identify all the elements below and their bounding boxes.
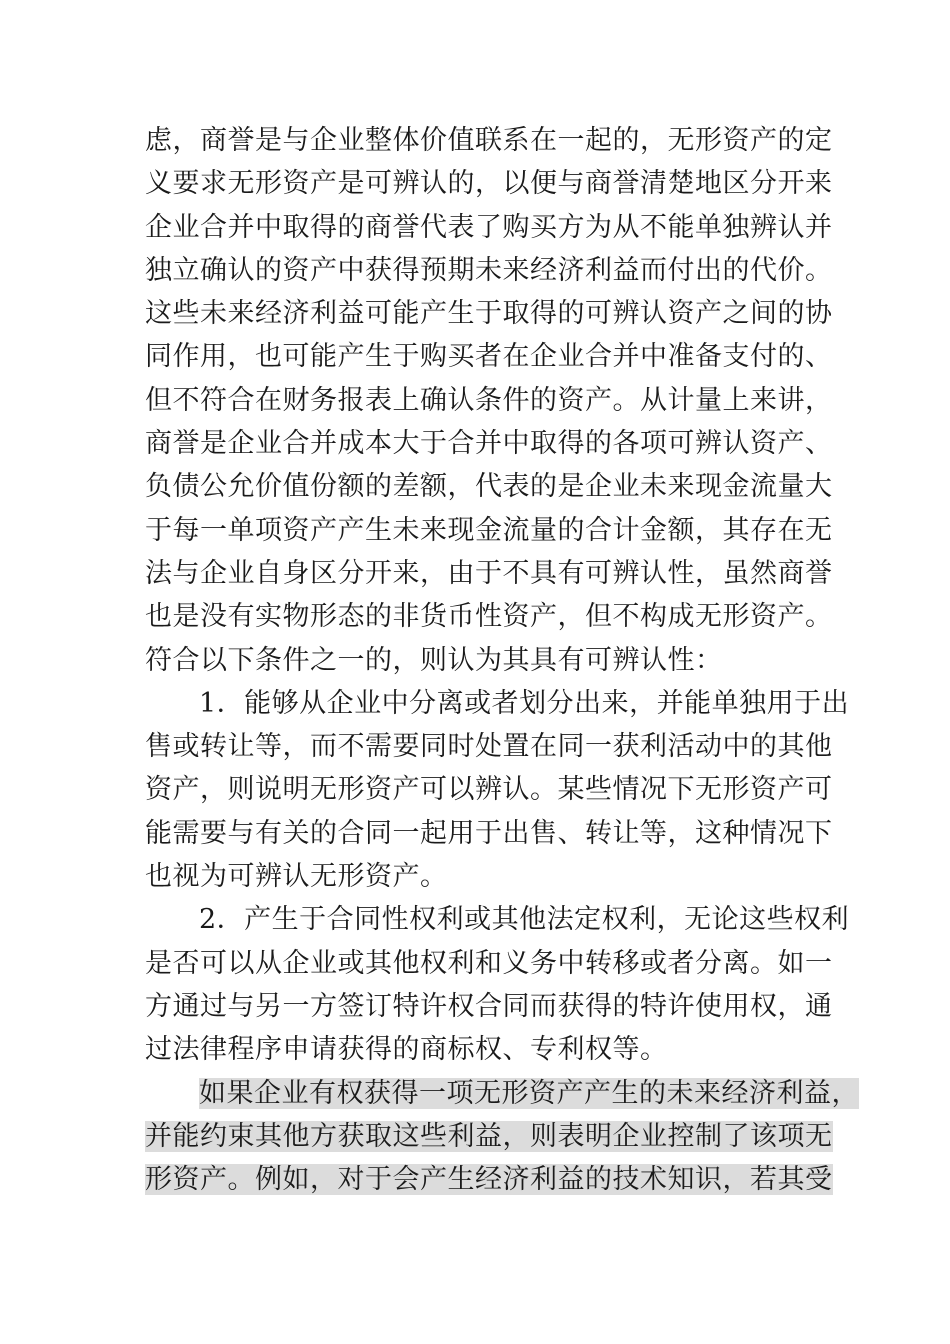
text-line: 是否可以从企业或其他权利和义务中转移或者分离。如一: [145, 947, 833, 979]
text-line: 虑，商誉是与企业整体价值联系在一起的，无形资产的定: [145, 125, 833, 156]
text-line: 过法律程序申请获得的商标权、专利权等。: [145, 1034, 668, 1066]
list-item-1-start: 1．能够从企业中分离或者划分出来，并能单独用于出: [199, 687, 850, 719]
text-line: 负债公允价值份额的差额，代表的是企业未来现金流量大: [145, 471, 833, 503]
list-item-2-start: 2．产生于合同性权利或其他法定权利，无论这些权利: [199, 904, 850, 936]
text-line: 义要求无形资产是可辨认的，以便与商誉清楚地区分开来: [145, 168, 833, 200]
highlighted-paragraph-start: [145, 1072, 859, 1115]
text-line: 也视为可辨认无形资产。: [145, 861, 448, 893]
highlighted-text: 形资产。例如，对于会产生经济利益的技术知识，若其受: [145, 1164, 833, 1196]
text-line: 但不符合在财务报表上确认条件的资产。从计量上来讲，: [145, 384, 833, 416]
highlighted-line: [145, 1158, 835, 1201]
text-line: 法与企业自身区分开来，由于不具有可辨认性，虽然商誉: [145, 557, 833, 589]
text-line: 商誉是企业合并成本大于合并中取得的各项可辨认资产、: [145, 428, 833, 460]
text-line: 能需要与有关的合同一起用于出售、转让等，这种情况下: [145, 817, 833, 849]
text-line: 也是没有实物形态的非货币性资产，但不构成无形资产。: [145, 601, 833, 633]
highlighted-text: 并能约束其他方获取这些利益，则表明企业控制了该项无: [145, 1120, 833, 1152]
highlighted-text: 如果企业有权获得一项无形资产产生的未来经济利益，: [199, 1077, 859, 1109]
text-line: 企业合并中取得的商誉代表了购买方为从不能单独辨认并: [145, 211, 833, 243]
text-line: 独立确认的资产中获得预期未来经济利益而付出的代价。: [145, 254, 833, 286]
text-line: 资产，则说明无形资产可以辨认。某些情况下无形资产可: [145, 774, 833, 806]
text-line: 于每一单项资产产生未来现金流量的合计金额，其存在无: [145, 514, 833, 546]
text-line: 这些未来经济利益可能产生于取得的可辨认资产之间的协: [145, 298, 833, 330]
text-line: 符合以下条件之一的，则认为其具有可辨认性：: [145, 644, 723, 676]
highlighted-line: [145, 1115, 835, 1158]
document-body: [145, 119, 859, 1201]
text-line: 同作用，也可能产生于购买者在企业合并中准备支付的、: [145, 341, 833, 373]
text-line: 售或转让等，而不需要同时处置在同一获利活动中的其他: [145, 731, 833, 763]
text-line: 方通过与另一方签订特许权合同而获得的特许使用权，通: [145, 990, 833, 1022]
